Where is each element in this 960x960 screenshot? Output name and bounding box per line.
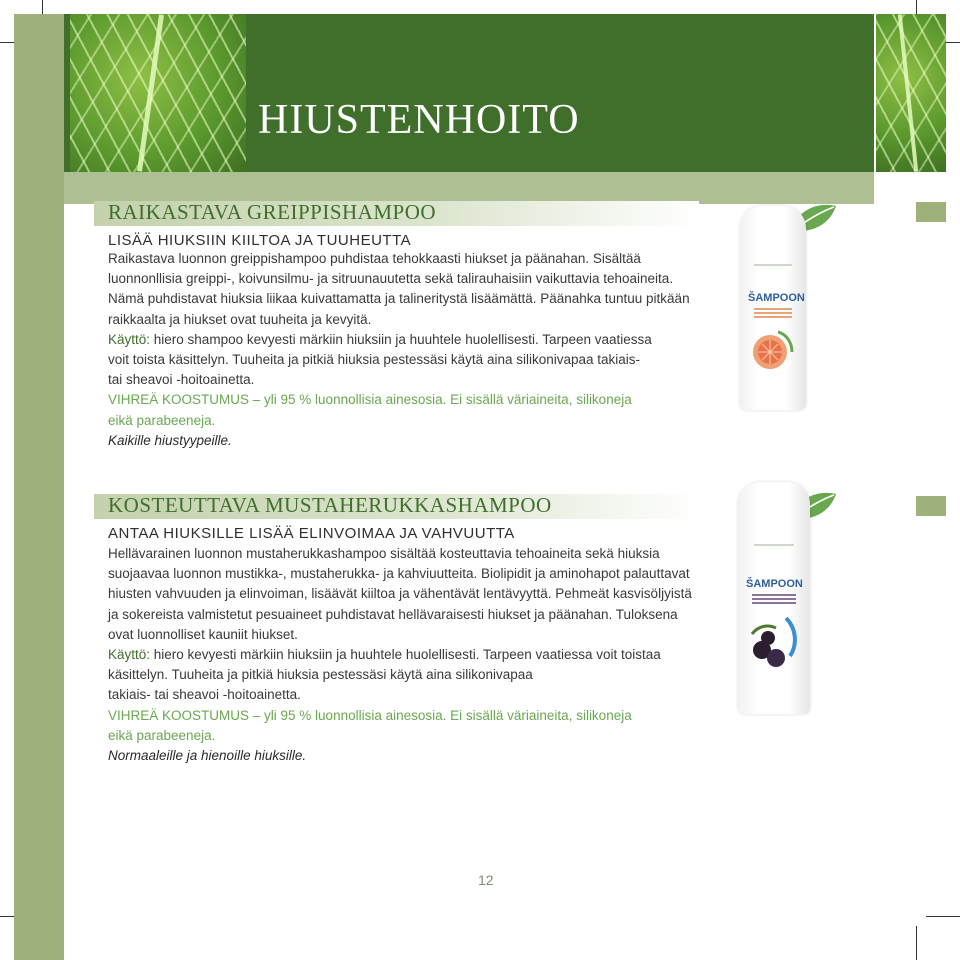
green-line: VIHREÄ KOOSTUMUS – yli 95 % luonnollisia ainesosia. Ei sisällä väriaineita, silikoneja	[108, 392, 632, 408]
section-subtitle: LISÄÄ HIUKSIIN KIILTOA JA TUUHEUTTA	[108, 232, 412, 249]
body-line: Raikastava luonnon greippishampoo puhdistaa tehokkaasti hiukset ja päänahan. Sisältää	[108, 251, 641, 266]
body-line: ja sokereista valmistetut pesuaineet puhdistavat hellävaraisesti hiukset ja päänahan. Tuloksena	[108, 606, 678, 622]
section-body	[108, 544, 708, 766]
crop-mark	[926, 916, 960, 917]
leaf-photo	[70, 14, 246, 172]
decor-square	[916, 202, 946, 222]
usage-line: tai sheavoi -hoitoainetta.	[108, 372, 255, 388]
body-line: suojaavaa luonnon mustikka-, mustaherukka- ja kahviuutteita. Biolipidit ja aminohapot palauttavat	[108, 566, 690, 582]
product-bottle	[738, 482, 810, 714]
green-line: eikä parabeeneja.	[108, 412, 216, 428]
usage-text: hiero shampoo kevyesti märkiin hiuksiin ja huuhtele huolellisesti. Tarpeen vaatiessa	[150, 331, 652, 347]
green-line: eikä parabeeneja.	[108, 727, 216, 743]
body-line: luonnonllisia greippi-, koivunsilmu- ja sitruunauutetta sekä talirauhaisiin vaikuttavia tehoaineita.	[108, 271, 674, 287]
decor-square	[916, 496, 946, 516]
body-line: raikkaalta ja hiukset ovat tuuheita ja kevyitä.	[108, 311, 372, 327]
section-body	[108, 249, 708, 451]
section-title: RAIKASTAVA GREIPPISHAMPOO	[108, 200, 437, 224]
blackcurrant-icon	[746, 614, 802, 674]
usage-line	[108, 645, 708, 665]
target-line: Normaaleille ja hienoille hiuksille.	[108, 748, 307, 764]
green-line: VIHREÄ KOOSTUMUS – yli 95 % luonnollisia ainesosia. Ei sisällä väriaineita, silikoneja	[108, 707, 632, 723]
body-line: ovat luonnolliset kauniit hiukset.	[108, 626, 298, 642]
product-bottle	[740, 206, 806, 410]
grapefruit-icon	[748, 324, 798, 374]
body-line: Nämä puhdistavat hiuksia liikaa kuivattamatta ja talinerityst​ä lisäämättä. Päänahka tuntuu pitkään	[108, 291, 690, 307]
usage-line: takiais- tai sheavoi -hoitoainetta.	[108, 687, 301, 703]
bottle-label: ŠAMPOON	[748, 292, 805, 304]
section-title: KOSTEUTTAVA MUSTAHERUKKASHAMPOO	[108, 493, 552, 517]
bottle-logo-line	[754, 264, 792, 266]
bottle-label: ŠAMPOON	[746, 578, 803, 590]
target-line: Kaikille hiustyypeille.	[108, 432, 232, 448]
usage-text: hiero kevyesti märkiin hiuksiin ja huuhtele huolellisesti. Tarpeen vaatiessa voit toistaa	[150, 647, 661, 663]
body-line: Hellävarainen luonnon mustaherukkashampoo sisältää kosteuttavia tehoaineita sekä hiuksia	[108, 546, 660, 561]
usage-line: käsittelyn. Tuuheita ja pitkiä hiuksia pestessäsi käytä aina silikonivapaa	[108, 667, 533, 683]
section-subtitle: ANTAA HIUKSILLE LISÄÄ ELINVOIMAA JA VAHVUUTTA	[108, 525, 515, 542]
leaf-photo	[876, 14, 946, 172]
page-title: HIUSTENHOITO	[258, 97, 580, 143]
bottle-text-lines	[752, 594, 796, 606]
body-line: hiusten vahvuuden ja elinvoiman, lisäävät kiiltoa ja vähentävät lentävyyttä. Pehmeät kasvisöljyistä	[108, 586, 692, 602]
side-green-bar	[14, 14, 64, 960]
crop-mark	[916, 926, 917, 960]
usage-line: voit toista käsittelyn. Tuuheita ja pitkiä hiuksia pestessäsi käytä aina silikonivapaa takiais-	[108, 352, 641, 368]
bottle-text-lines	[754, 308, 792, 320]
usage-label: Käyttö:	[108, 331, 151, 347]
usage-label: Käyttö:	[108, 647, 151, 663]
usage-line	[108, 330, 708, 350]
page-number: 12	[478, 872, 494, 888]
bottle-logo-line	[754, 544, 794, 546]
